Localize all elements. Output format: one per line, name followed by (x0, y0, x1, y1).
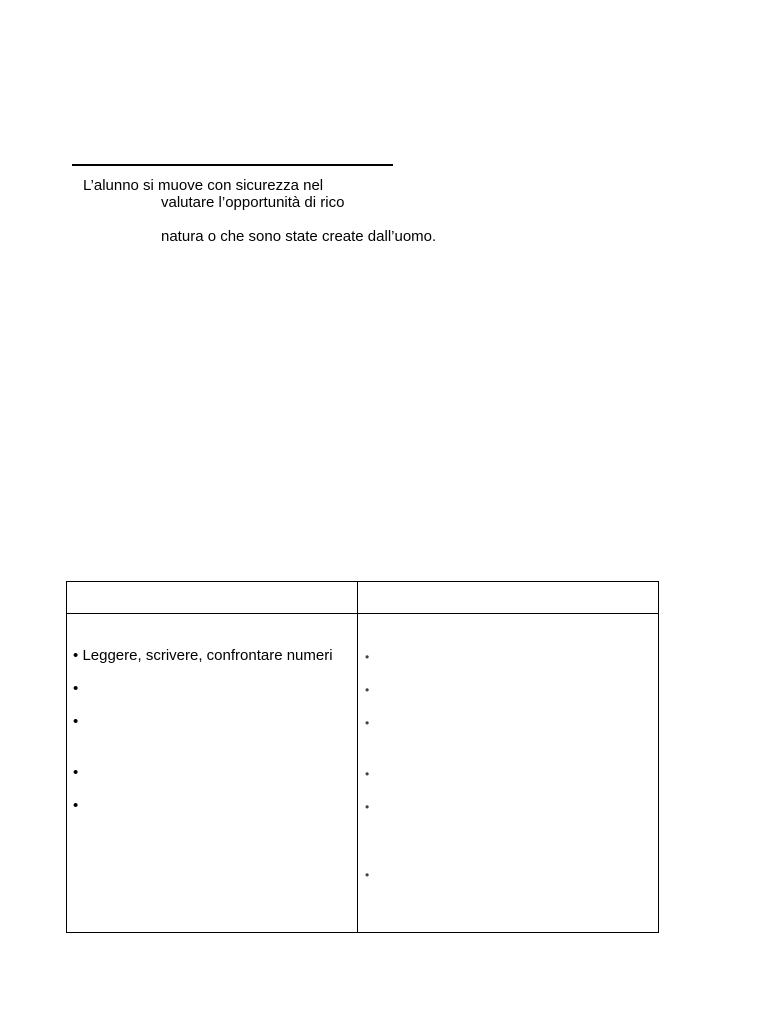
header-cell-left (67, 582, 357, 613)
list-item (73, 647, 333, 665)
bullet-icon: • (365, 800, 370, 814)
list-item (73, 680, 78, 698)
paragraph-line-2: valutare l’opportunità di rico (161, 194, 345, 211)
header-cell-right (358, 582, 658, 613)
list-item (73, 713, 78, 731)
header-divider (67, 613, 658, 614)
bullet-icon: • (365, 716, 370, 730)
list-item (365, 798, 369, 816)
bullet-icon: • (73, 764, 79, 781)
bullet-icon: • (365, 767, 370, 781)
bullet-icon: • (73, 797, 79, 814)
bullet-icon: • (73, 680, 79, 697)
bullet-icon: • (73, 713, 79, 730)
objectives-table (66, 581, 659, 933)
paragraph-line-3: natura o che sono state create dall’uomo. (161, 228, 437, 245)
bullet-icon: • (365, 868, 370, 882)
list-item (365, 681, 369, 699)
list-item (365, 765, 369, 783)
list-item-text: Leggere, scrivere, confrontare numeri (82, 647, 333, 664)
paragraph-line-1: L’alunno si muove con sicurezza nel (83, 177, 324, 194)
heading-underline (72, 164, 393, 166)
list-item (365, 866, 369, 884)
list-item (73, 764, 78, 782)
bullet-icon: • (365, 650, 370, 664)
column-divider (357, 582, 358, 932)
bullet-icon: • (73, 647, 79, 664)
list-item (73, 797, 78, 815)
list-item (365, 648, 369, 666)
list-item (365, 714, 369, 732)
bullet-icon: • (365, 683, 370, 697)
